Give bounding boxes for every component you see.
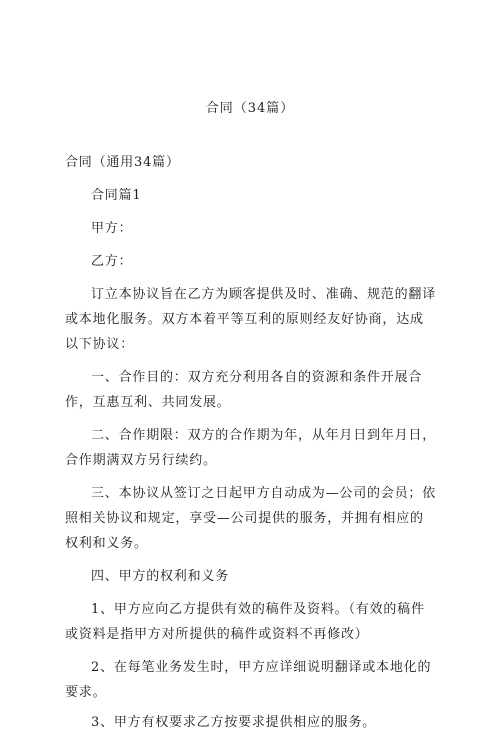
party-a-label: 甲方：	[91, 221, 133, 236]
document-title: 合同（34篇）	[205, 101, 295, 116]
clause-item-2: 2、在每笔业务发生时，甲方应详细说明翻译或本地化的要求。	[65, 660, 432, 700]
subtitle-paragraph: 合同（通用34篇）	[65, 155, 180, 170]
party-b-label: 乙方：	[91, 254, 133, 269]
clause-term: 二、合作期限：双方的合作期为年，从年月日到年月日，合作期满双方另行续约。	[65, 428, 437, 468]
clause-purpose: 一、合作目的：双方充分利用各自的资源和条件开展合作，互惠互利、共同发展。	[65, 370, 423, 410]
clause-item-1: 1、甲方应向乙方提供有效的稿件及资料。（有效的稿件或资料是指甲方对所提供的稿件或资料不再修改）	[65, 602, 425, 642]
clause-membership: 三、本协议从签订之日起甲方自动成为—公司的会员；依照相关协议和规定，享受—公司提供的服务，并拥有相应的权利和义务。	[65, 486, 437, 551]
document-body	[65, 150, 437, 743]
clause-item-3: 3、甲方有权要求乙方按要求提供相应的服务。	[91, 715, 377, 730]
clause-party-a-heading: 四、甲方的权利和义务	[91, 569, 230, 584]
intro-paragraph: 订立本协议旨在乙方为顾客提供及时、准确、规范的翻译或本地化服务。双方本着平等互利的原则经友好协商，达成以下协议：	[65, 287, 437, 352]
section-heading: 合同篇1	[91, 188, 142, 203]
